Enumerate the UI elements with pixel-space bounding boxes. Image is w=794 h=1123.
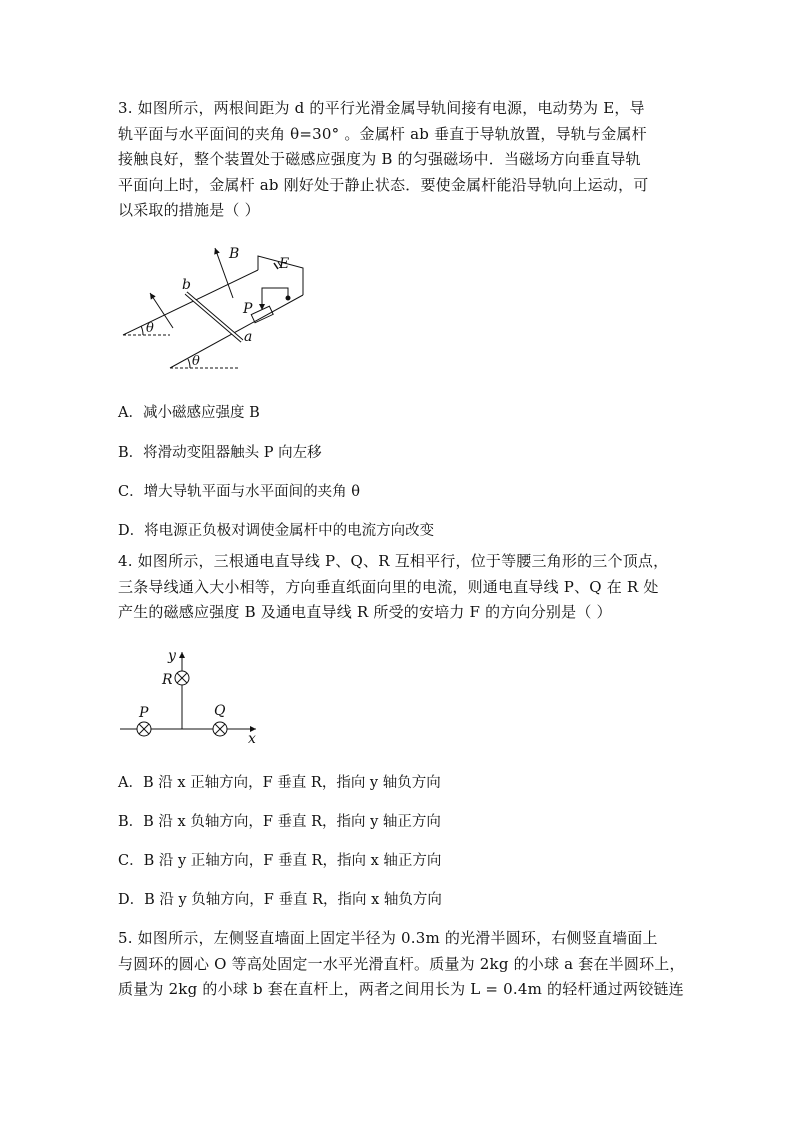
q5-line: 5. 如图所示，左侧竖直墙面上固定半径为 0.3m 的光滑半圆环，右侧竖直墙面上 (118, 929, 658, 947)
q4-figure-axes (118, 648, 268, 748)
q3-option-d: D．将电源正负极对调使金属杆中的电流方向改变 (118, 523, 435, 539)
question-5-text (118, 926, 685, 1003)
q4-option-b: B．B 沿 x 负轴方向，F 垂直 R，指向 y 轴正方向 (118, 814, 441, 830)
q3-label-a: a (244, 329, 253, 345)
q4-option-c: C．B 沿 y 正轴方向，F 垂直 R，指向 x 轴正方向 (118, 853, 442, 869)
q3-line: 平面向上时，金属杆 ab 刚好处于静止状态．要使金属杆能沿导轨向上运动，可 (118, 175, 649, 194)
q3-line: 3. 如图所示，两根间距为 d 的平行光滑金属导轨间接有电源，电动势为 E，导 (118, 99, 645, 117)
q4-line: 三条导线通入大小相等，方向垂直纸面向里的电流，则通电直导线 P、Q 在 R 处 (118, 577, 659, 596)
q4-option-a: A．B 沿 x 正轴方向，F 垂直 R，指向 y 轴负方向 (118, 775, 441, 791)
q3-option-b: B．将滑动变阻器触头 P 向左移 (118, 445, 322, 461)
q5-line: 与圆环的圆心 O 等高处固定一水平光滑直杆。质量为 2kg 的小球 a 套在半圆环上， (118, 954, 685, 973)
q3-label-B: B (229, 246, 240, 262)
q4-label-y: y (168, 648, 176, 664)
q5-line: 质量为 2kg 的小球 b 套在直杆上，两者之间用长为 L = 0.4m 的轻杆通过两铰链连 (118, 980, 684, 998)
wire-R-cross-icon (175, 671, 189, 685)
q3-line: 轨平面与水平面间的夹角 θ=30° 。金属杆 ab 垂直于导轨放置，导轨与金属杆 (118, 124, 647, 143)
q3-option-a: A．减小磁感应强度 B (118, 405, 260, 421)
question-4-text (118, 549, 678, 626)
q3-label-theta-1: θ (146, 321, 154, 336)
question-3-text (118, 96, 678, 224)
q4-label-P: P (139, 705, 149, 721)
wire-P-cross-icon (137, 722, 151, 736)
wire-Q-cross-icon (213, 722, 227, 736)
q3-label-theta-2: θ (192, 354, 200, 369)
q3-option-c: C．增大导轨平面与水平面间的夹角 θ (118, 484, 360, 500)
q4-label-Q: Q (214, 703, 226, 719)
q4-label-x: x (248, 731, 256, 747)
q4-line: 产生的磁感应强度 B 及通电直导线 R 所受的安培力 F 的方向分别是（ ） (118, 603, 612, 621)
q3-label-E: E (279, 256, 290, 272)
q3-line: 以采取的措施是（ ） (118, 201, 260, 219)
q4-label-R: R (162, 672, 173, 688)
q3-label-P: P (243, 301, 253, 317)
q4-line: 4. 如图所示，三根通电直导线 P、Q、R 互相平行，位于等腰三角形的三个顶点， (118, 552, 669, 570)
q4-option-d: D．B 沿 y 负轴方向，F 垂直 R，指向 x 轴负方向 (118, 892, 442, 908)
q3-label-b: b (182, 277, 191, 293)
q3-line: 接触良好，整个装置处于磁感应强度为 B 的匀强磁场中．当磁场方向垂直导轨 (118, 150, 641, 168)
